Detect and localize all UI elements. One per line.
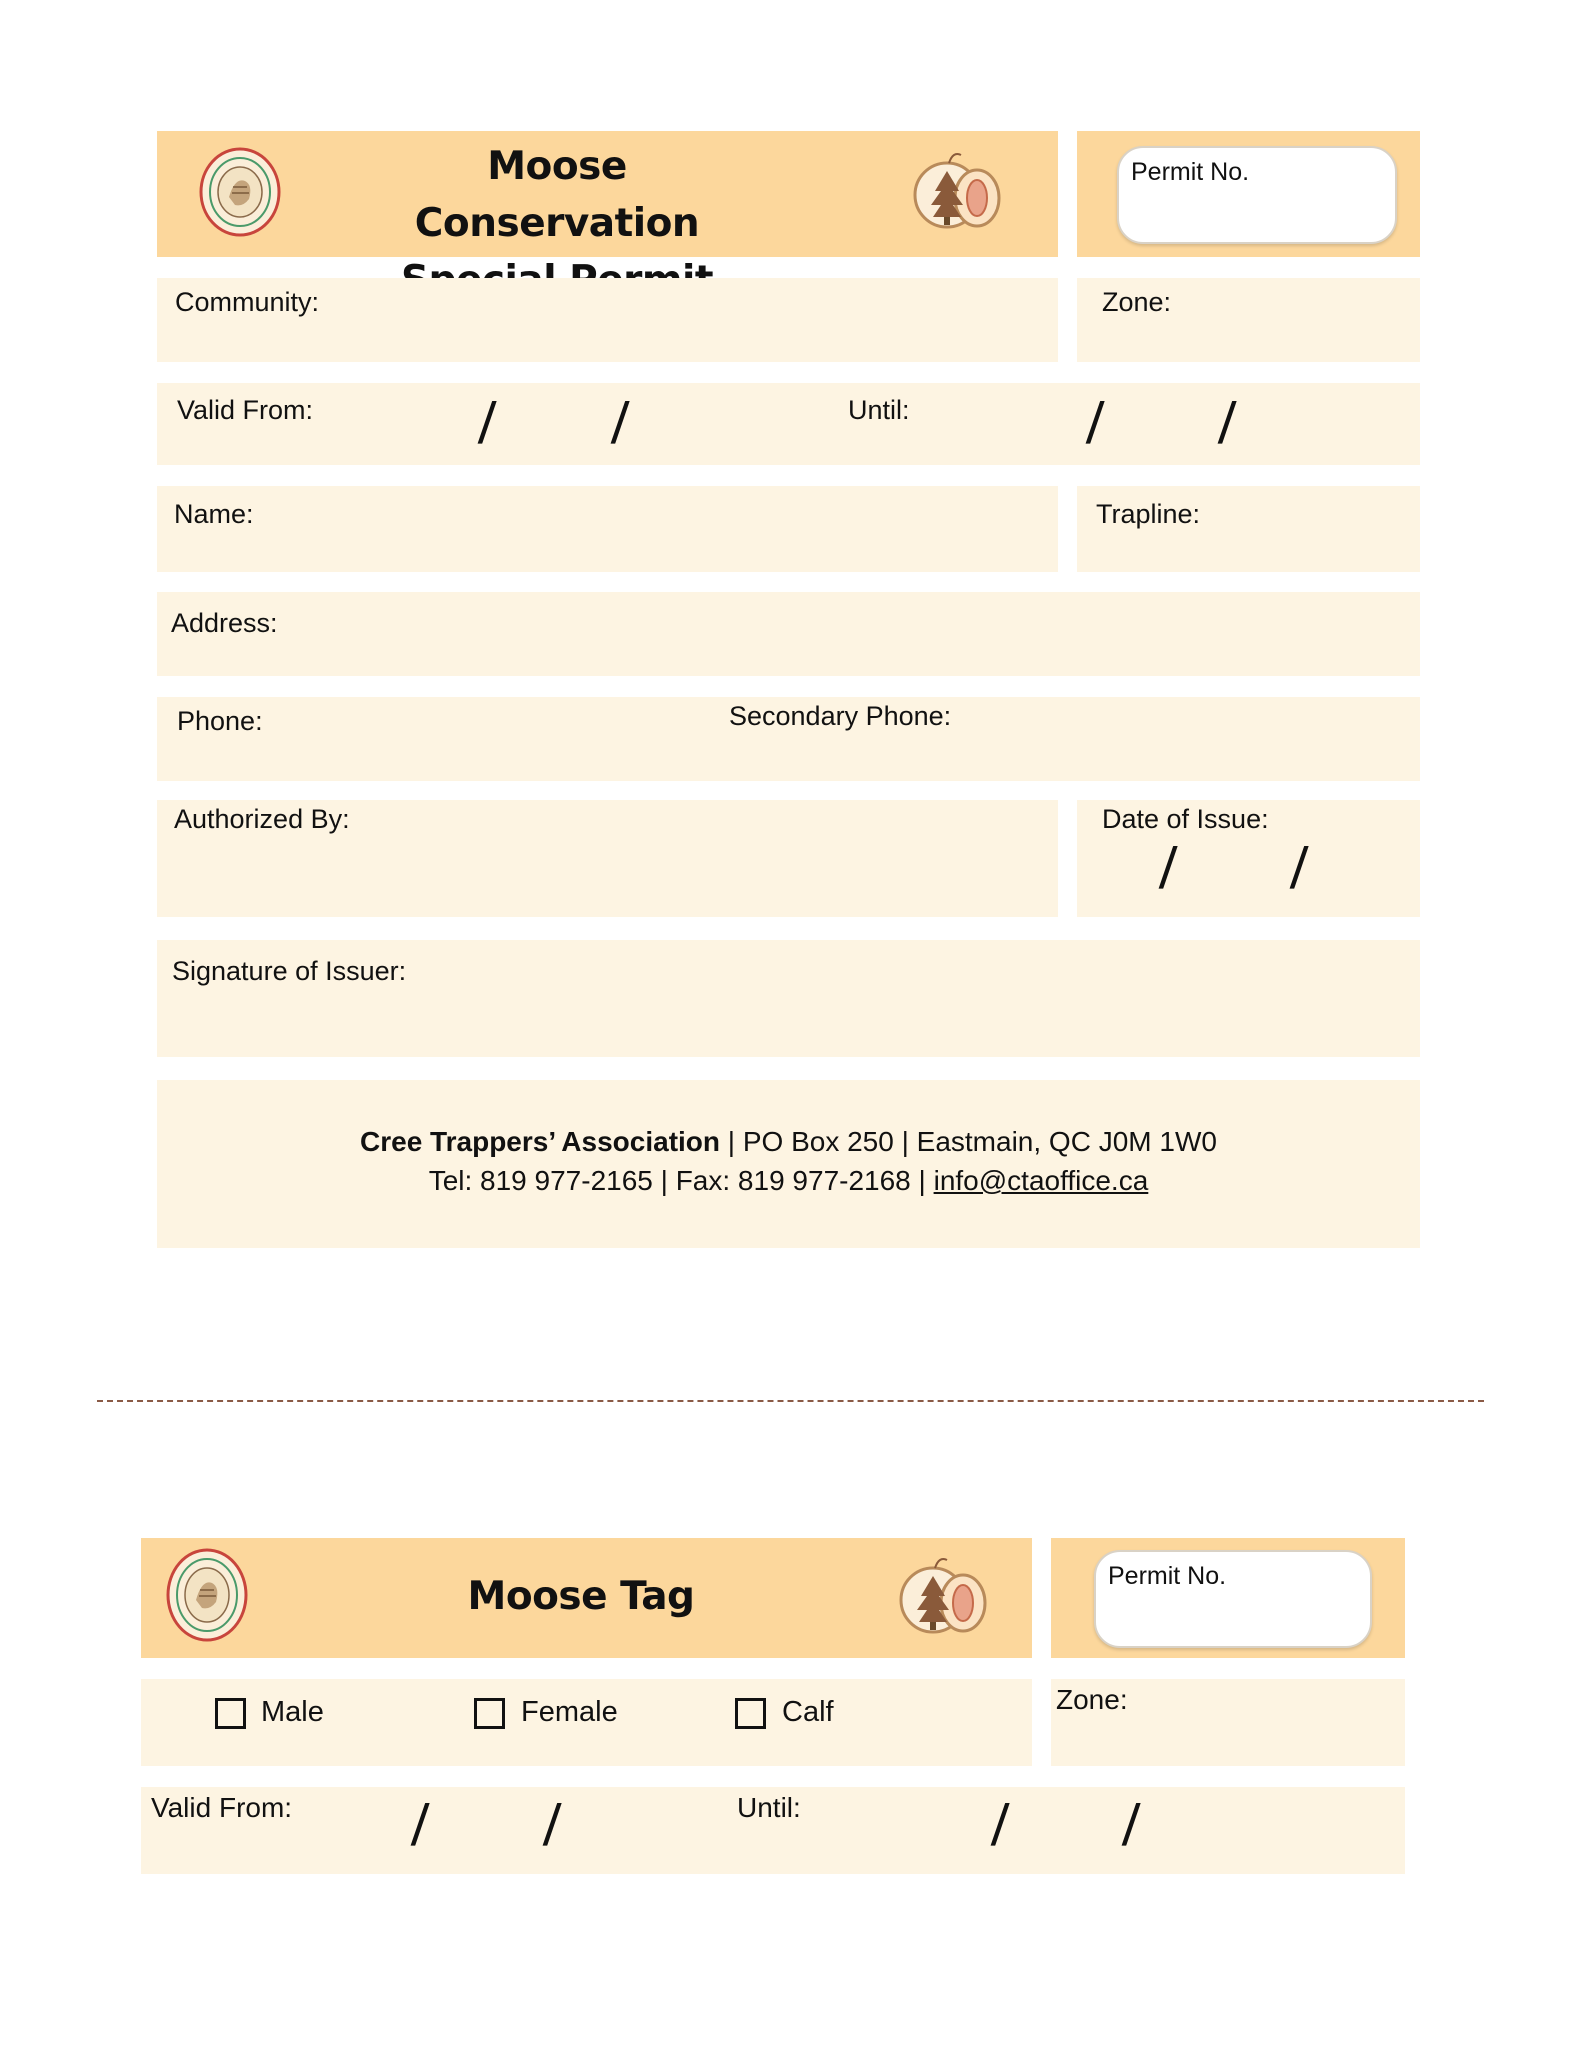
trapline-field[interactable] [1077,486,1420,572]
valid-from-separator-2: / [609,391,631,456]
community-label: Community: [175,287,320,317]
tree-emblem-icon [909,143,1009,243]
authorized-by-label: Authorized By: [174,804,350,834]
calf-checkbox[interactable] [735,1698,766,1729]
date-of-issue-field[interactable] [1077,800,1420,917]
phone-label: Phone: [177,706,263,736]
male-checkbox[interactable] [215,1698,246,1729]
valid-from-label: Valid From: [177,395,314,425]
validity-dates-field[interactable] [157,383,1420,465]
phone-field[interactable] [157,697,1420,781]
permit-title-line1: Moose Conservation [414,144,700,246]
permit-number-field[interactable] [1117,146,1397,244]
tag-zone-field[interactable] [1051,1679,1405,1766]
issue-date-separator-2: / [1288,836,1310,901]
organization-address: | PO Box 250 | Eastmain, QC J0M 1W0 [720,1126,1217,1157]
contact-footer [157,1080,1420,1248]
address-label: Address: [171,608,278,638]
permit-number-panel [1077,131,1420,257]
issue-date-separator-1: / [1157,836,1179,901]
valid-from-separator-1: / [476,391,498,456]
tag-header [141,1538,1032,1658]
name-label: Name: [174,499,254,529]
tag-permit-number-label: Permit No. [1108,1562,1227,1590]
tree-emblem-icon [895,1548,995,1648]
until-separator-1: / [1084,391,1106,456]
address-field[interactable] [157,592,1420,676]
contact-numbers: Tel: 819 977-2165 | Fax: 819 977-2168 | [428,1165,934,1196]
male-label: Male [261,1696,324,1728]
tag-until-separator-1: / [989,1793,1011,1858]
zone-label: Zone: [1102,287,1172,317]
female-checkbox[interactable] [474,1698,505,1729]
email-link[interactable]: info@ctaoffice.ca [933,1165,1149,1196]
date-of-issue-label: Date of Issue: [1102,804,1269,834]
signature-label: Signature of Issuer: [172,956,407,986]
tag-permit-number-field[interactable] [1094,1550,1372,1648]
footer-line-2 [157,1161,1420,1201]
footer-line-1 [157,1122,1420,1162]
cta-seal-icon [199,147,281,237]
until-separator-2: / [1216,391,1238,456]
zone-field[interactable] [1077,278,1420,362]
signature-field[interactable] [157,940,1420,1057]
name-field[interactable] [157,486,1058,572]
tag-zone-label: Zone: [1056,1684,1128,1715]
tag-title: Moose Tag [467,1574,695,1619]
permit-number-label: Permit No. [1131,158,1250,186]
cut-line-divider [97,1400,1484,1402]
tag-valid-from-label: Valid From: [151,1792,293,1823]
tag-validity-dates-field[interactable] [141,1787,1405,1874]
sex-selection-field [141,1679,1032,1766]
until-label: Until: [848,395,910,425]
tag-until-separator-2: / [1120,1793,1142,1858]
organization-name: Cree Trappers’ Association [360,1126,721,1157]
tag-valid-from-separator-1: / [409,1793,431,1858]
permit-header [157,131,1058,257]
tag-until-label: Until: [737,1792,801,1823]
community-field[interactable] [157,278,1058,362]
authorized-by-field[interactable] [157,800,1058,917]
secondary-phone-label: Secondary Phone: [729,701,952,731]
female-label: Female [521,1696,618,1728]
trapline-label: Trapline: [1096,499,1201,529]
calf-label: Calf [782,1696,834,1728]
cta-seal-icon [166,1547,248,1643]
tag-valid-from-separator-2: / [541,1793,563,1858]
tag-permit-number-panel [1051,1538,1405,1658]
